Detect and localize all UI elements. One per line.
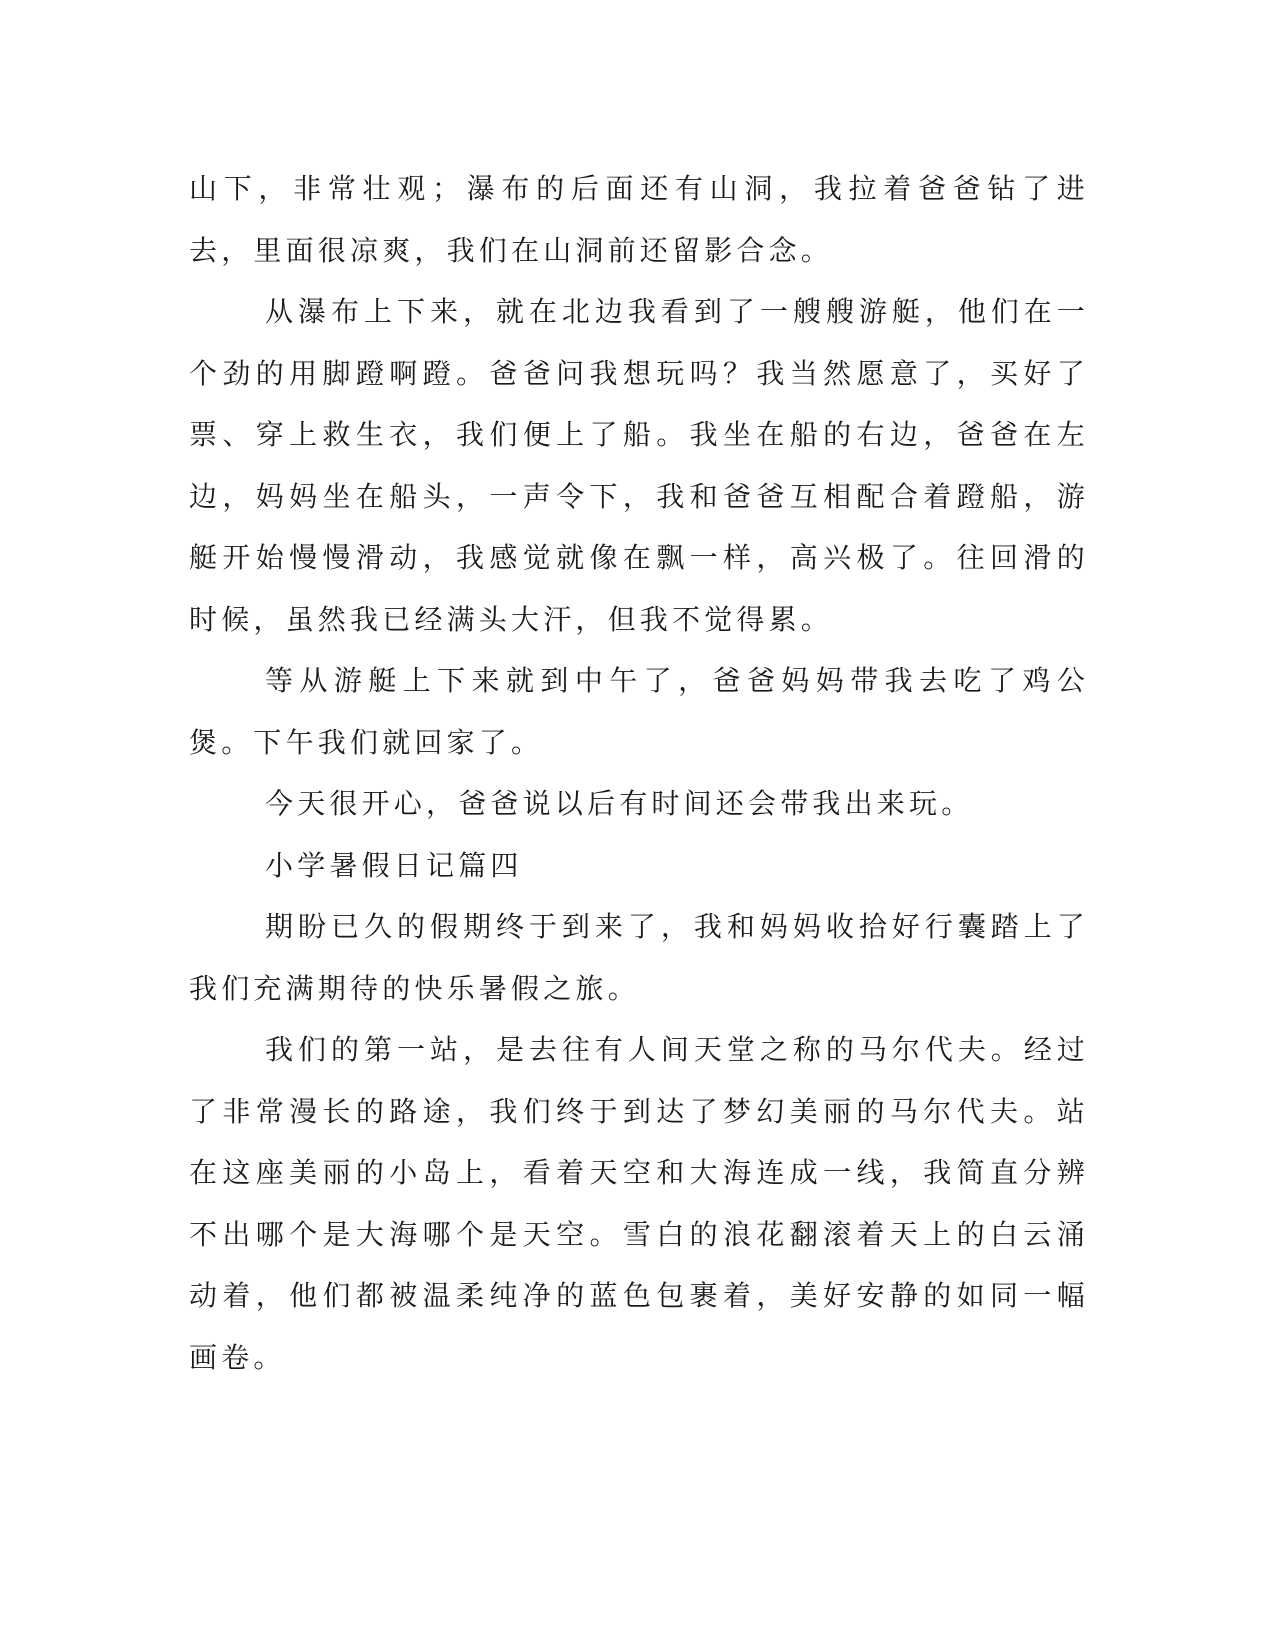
paragraph-boat-ride: 从瀑布上下来，就在北边我看到了一艘艘游艇，他们在一个劲的用脚蹬啊蹬。爸爸问我想玩吗？我当然愿意了，买好了票、穿上救生衣，我们便上了船。我坐在船的右边，爸爸在左边，妈妈坐在船头，一声令下，我和爸爸互相配合着蹬船，游艇开始慢慢滑动，我感觉就像在飘一样，高兴极了。往回滑的时候，虽然我已经满头大汗，但我不觉得累。 xyxy=(189,295,1089,636)
paragraph-waterfall-cave: 山下，非常壮观；瀑布的后面还有山洞，我拉着爸爸钻了进去，里面很凉爽，我们在山洞前还留影合念。 xyxy=(189,172,1089,267)
document-body xyxy=(189,158,1089,1388)
paragraph-lunch: 等从游艇上下来就到中午了，爸爸妈妈带我去吃了鸡公煲。下午我们就回家了。 xyxy=(189,664,1089,759)
paragraph-happy-day: 今天很开心，爸爸说以后有时间还会带我出来玩。 xyxy=(265,787,974,820)
paragraph-maldives: 我们的第一站，是去往有人间天堂之称的马尔代夫。经过了非常漫长的路途，我们终于到达了梦幻美丽的马尔代夫。站在这座美丽的小岛上，看着天空和大海连成一线，我简直分辨不出哪个是大海哪个是天空。雪白的浪花翻滚着天上的白云涌动着，他们都被温柔纯净的蓝色包裹着，美好安静的如同一幅画卷。 xyxy=(189,1033,1089,1374)
section-heading: 小学暑假日记篇四 xyxy=(265,848,523,882)
paragraph-holiday-start: 期盼已久的假期终于到来了，我和妈妈收拾好行囊踏上了我们充满期待的快乐暑假之旅。 xyxy=(189,910,1089,1005)
